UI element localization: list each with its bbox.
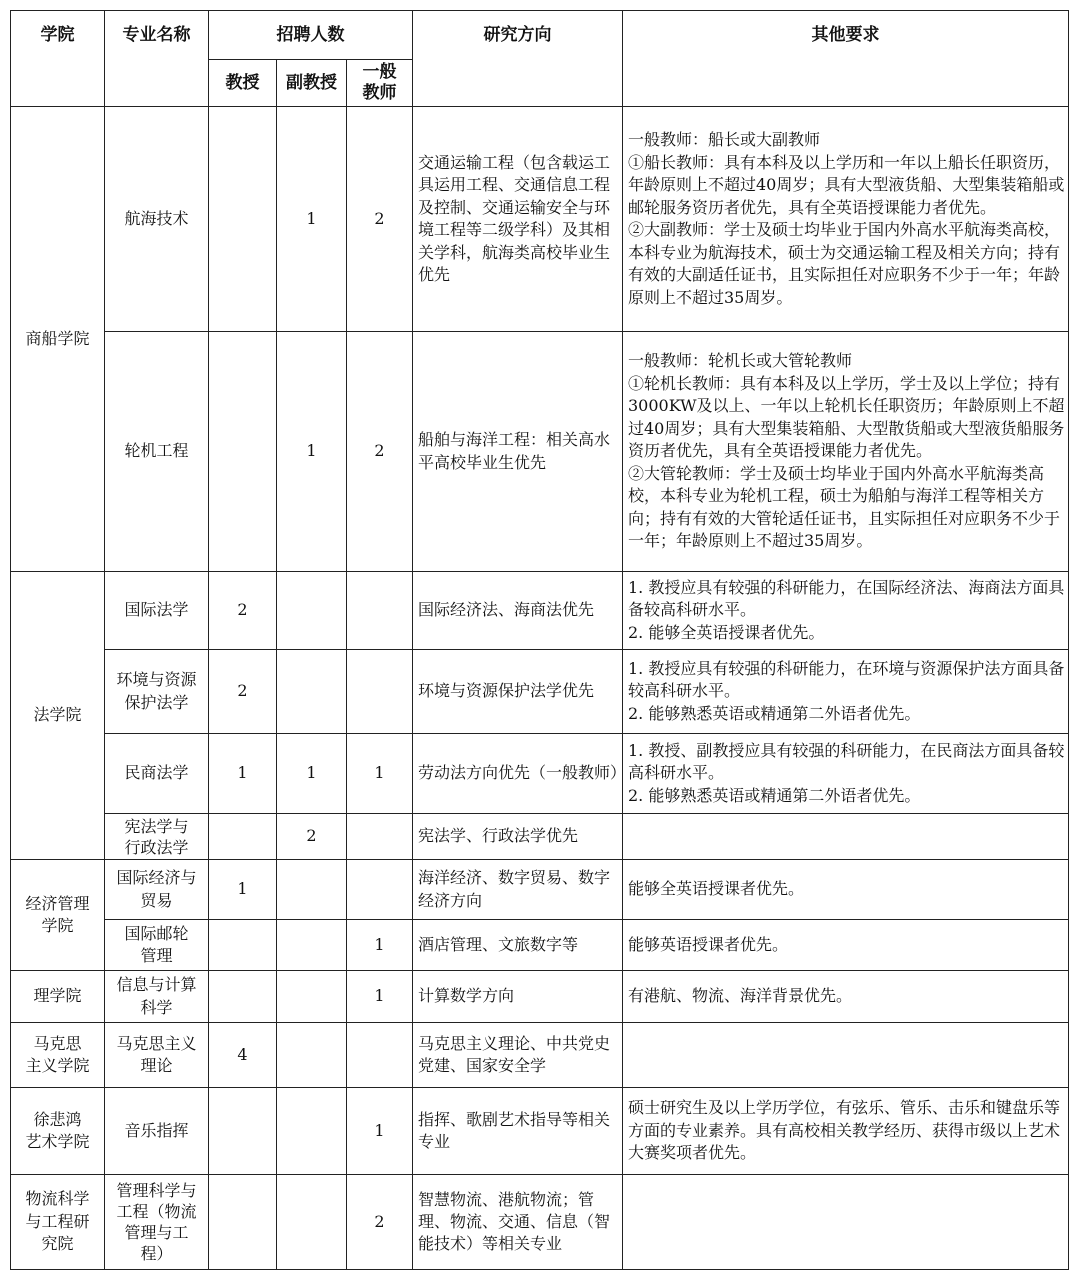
associate-count: 1 [277,332,347,572]
professor-count [209,920,277,971]
table-row [11,1175,1069,1270]
major-cell: 环境与资源 保护法学 [105,650,209,734]
other-cell: 1. 教授应具有较强的科研能力，在国际经济法、海商法方面具备较高科研水平。 2. 能够全英语授课者优先。 [623,572,1069,650]
professor-count: 2 [209,650,277,734]
general-count [347,860,413,920]
table-row [11,814,1069,860]
associate-count [277,1023,347,1088]
other-cell [623,814,1069,860]
header-general-teacher: 一般 教师 [347,60,413,107]
major-cell: 马克思主义 理论 [105,1023,209,1088]
direction-cell: 马克思主义理论、中共党史党建、国家安全学 [413,1023,623,1088]
associate-count: 1 [277,734,347,814]
direction-cell: 智慧物流、港航物流；管理、物流、交通、信息（智能技术）等相关专业 [413,1175,623,1270]
college-cell: 徐悲鸿 艺术学院 [11,1088,105,1175]
header-other-requirements: 其他要求 [623,11,1069,107]
other-cell: 有港航、物流、海洋背景优先。 [623,971,1069,1023]
other-cell: 1. 教授应具有较强的科研能力，在环境与资源保护法方面具备较高科研水平。 2. 能够熟悉英语或精通第二外语者优先。 [623,650,1069,734]
major-cell: 轮机工程 [105,332,209,572]
major-cell: 国际经济与 贸易 [105,860,209,920]
professor-count [209,971,277,1023]
associate-count [277,860,347,920]
general-count: 1 [347,971,413,1023]
major-cell: 宪法学与 行政法学 [105,814,209,860]
general-count: 2 [347,107,413,332]
direction-cell: 国际经济法、海商法优先 [413,572,623,650]
header-major: 专业名称 [105,11,209,107]
direction-cell: 环境与资源保护法学优先 [413,650,623,734]
general-count [347,572,413,650]
general-count: 2 [347,1175,413,1270]
direction-cell: 交通运输工程（包含载运工具运用工程、交通信息工程及控制、交通运输安全与环境工程等二级学科）及其相关学科，航海类高校毕业生优先 [413,107,623,332]
professor-count [209,814,277,860]
major-cell: 音乐指挥 [105,1088,209,1175]
table-row [11,1023,1069,1088]
general-count: 1 [347,920,413,971]
professor-count [209,1088,277,1175]
direction-cell: 劳动法方向优先（一般教师） [413,734,623,814]
table-row [11,920,1069,971]
major-cell: 信息与计算 科学 [105,971,209,1023]
direction-cell: 计算数学方向 [413,971,623,1023]
professor-count: 1 [209,860,277,920]
table-row [11,860,1069,920]
header-research-direction: 研究方向 [413,11,623,107]
major-cell: 航海技术 [105,107,209,332]
header-recruit-count: 招聘人数 [209,11,413,60]
table-row [11,734,1069,814]
professor-count: 4 [209,1023,277,1088]
professor-count: 1 [209,734,277,814]
other-cell: 一般教师：轮机长或大管轮教师 ①轮机长教师：具有本科及以上学历，学士及以上学位；持有3000KW及以上、一年以上轮机长任职资历；年龄原则上不超过40周岁；具有大型集装箱船、大型散货船或大型液货船服务资历者优先，具有全英语授课能力者优先。 ②大管轮教师：学士及硕士均毕业于国内外高水平航海类高校，本科专业为轮机工程，硕士为船舶与海洋工程等相关方向；持有有效的大管轮适任证书，且实际担任对应职务不少于一年；年龄原则上不超过35周岁。 [623,332,1069,572]
associate-count [277,920,347,971]
table-row [11,650,1069,734]
general-count: 1 [347,1088,413,1175]
associate-count [277,572,347,650]
table-row [11,1088,1069,1175]
professor-count: 2 [209,572,277,650]
header-row-1 [11,11,1069,60]
college-cell: 理学院 [11,971,105,1023]
direction-cell: 酒店管理、文旅数字等 [413,920,623,971]
professor-count [209,107,277,332]
associate-count [277,650,347,734]
other-cell [623,1175,1069,1270]
general-count [347,814,413,860]
major-cell: 管理科学与 工程（物流 管理与工 程） [105,1175,209,1270]
header-associate-professor: 副教授 [277,60,347,107]
header-college: 学院 [11,11,105,107]
direction-cell: 船舶与海洋工程：相关高水平高校毕业生优先 [413,332,623,572]
table-row [11,572,1069,650]
direction-cell: 宪法学、行政法学优先 [413,814,623,860]
other-cell: 一般教师：船长或大副教师 ①船长教师：具有本科及以上学历和一年以上船长任职资历，年龄原则上不超过40周岁；具有大型液货船、大型集装箱船或邮轮服务资历者优先，具有全英语授课能力者优先。 ②大副教师：学士及硕士均毕业于国内外高水平航海类高校，本科专业为航海技术，硕士为交通运输工程及相关方向；持有有效的大副适任证书，且实际担任对应职务不少于一年；年龄原则上不超过35周岁。 [623,107,1069,332]
associate-count: 2 [277,814,347,860]
college-cell: 商船学院 [11,107,105,572]
other-cell: 能够全英语授课者优先。 [623,860,1069,920]
associate-count [277,1175,347,1270]
college-cell: 马克思 主义学院 [11,1023,105,1088]
table-row [11,107,1069,332]
general-count [347,650,413,734]
college-cell: 法学院 [11,572,105,860]
associate-count: 1 [277,107,347,332]
college-cell: 物流科学 与工程研 究院 [11,1175,105,1270]
general-count: 1 [347,734,413,814]
direction-cell: 指挥、歌剧艺术指导等相关专业 [413,1088,623,1175]
table-row [11,971,1069,1023]
associate-count [277,971,347,1023]
professor-count [209,332,277,572]
general-count [347,1023,413,1088]
major-cell: 国际邮轮 管理 [105,920,209,971]
other-cell: 1. 教授、副教授应具有较强的科研能力，在民商法方面具备较高科研水平。 2. 能够熟悉英语或精通第二外语者优先。 [623,734,1069,814]
table-row [11,332,1069,572]
other-cell: 硕士研究生及以上学历学位，有弦乐、管乐、击乐和键盘乐等方面的专业素养。具有高校相关教学经历、获得市级以上艺术大赛奖项者优先。 [623,1088,1069,1175]
other-cell [623,1023,1069,1088]
recruitment-table [10,10,1069,1270]
major-cell: 民商法学 [105,734,209,814]
college-cell: 经济管理 学院 [11,860,105,971]
other-cell: 能够英语授课者优先。 [623,920,1069,971]
general-count: 2 [347,332,413,572]
major-cell: 国际法学 [105,572,209,650]
associate-count [277,1088,347,1175]
header-professor: 教授 [209,60,277,107]
professor-count [209,1175,277,1270]
direction-cell: 海洋经济、数字贸易、数字经济方向 [413,860,623,920]
